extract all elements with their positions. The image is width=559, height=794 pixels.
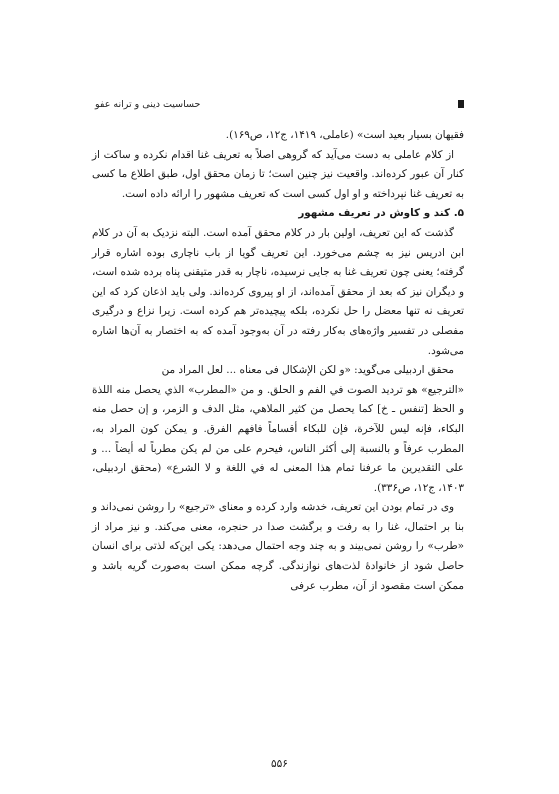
section-heading xyxy=(92,204,464,224)
paragraph-continuation: فقیهان بسیار بعید است» (عاملی، ۱۴۱۹، ج۱۲، ص۱۶۹). xyxy=(225,129,464,141)
paragraph-ardabili-intro: محقق اردبیلی می‌گوید: «و لکن الإشکال فی معناه ... لعل المراد من xyxy=(161,364,454,377)
paragraph-amili-conclusion: از کلام عاملی به دست می‌آید که گروهی اصلاً به تعریف غنا اقدام نکرده و ساکت از کنار آن عبور کرده‌اند. واقعیت نیز چنین است؛ تا زمان محقق اول، طبق اطلاع ما کسی به تعریف غنا نپرداخته و او اول کسی است که تعریف مشهور را ارائه داده است. xyxy=(92,148,464,200)
paragraph-definition-analysis: گذشت که این تعریف، اولین بار در کلام محقق آمده است. البته نزدیک به آن در کلام ابن ادریس نیز به چشم می‌خورد. این تعریف گویا از باب ناچاری بوده اشاره قرار گرفته؛ یعنی چون تعریف غنا به جایی نرسیده، ناچار به قدر متیقنی پناه برده شده است، و دیگران نیز که بعد از محقق آمده‌اند، از او پیروی کرده‌اند. ولی باید اذعان کرد که این تعریف نه تنها معضل را حل نکرده، بلکه پیچیده‌تر هم کرده است. زیرا نزاع و درگیری مفصلی در تفسیر واژه‌های به‌کار رفته در آن به‌وجود آمده که به اختصار به آن‌ها اشاره می‌شود. xyxy=(92,226,464,357)
section-title: کند و کاوش در تعریف مشهور xyxy=(298,207,451,220)
running-header xyxy=(95,96,464,112)
arabic-quotation: «الترجیع» هو ترديد الصوت في الفم و الحلق. و من «المطرب» الذي يحصل منه اللذة و الحظ [تنفس ـ خ] كما يحصل من كثير الملاهي، مثل الدف و الزمر، و إن حصل منه البكاء، فإنه ليس للآخرة، فإن للبكاء أقساماً فافهم الفرق. و يمكن كون المراد به، المطرب عرفاً و بالنسبة إلى أكثر الناس، فيحرم على من لم يكن مطرباً له أيضاً ... و على التقديرين ما عرفنا تمام هذا المعنى له في اللغة و لا الشرع» (محقق اردبیلی، ۱۴۰۳، ج۱۲، ص۳۳۶). xyxy=(92,383,464,494)
main-text xyxy=(92,126,464,596)
section-number: ۵. xyxy=(453,207,464,220)
running-header-title: حساسیت دینی و ترانه عفو xyxy=(95,98,201,110)
header-bullet-mark xyxy=(458,100,464,108)
paragraph-closing: وی در تمام بودن این تعریف، خدشه وارد کرده و معنای «ترجیع» را روشن نمی‌داند و بنا بر احتمال، غنا را به رفت و برگشت صدا در حنجره، معنی می‌کند. و نیز مراد از «طرب» را روشن نمی‌بیند و به چند وجه احتمال می‌دهد: یکی این‌که لذتی برای انسان حاصل شود از خانوادهٔ لذت‌های نوازندگی. گرچه ممکن است به‌صورت گریه باشد و ممکن است مقصود از آن، مطرب عرفی xyxy=(92,501,464,592)
page-number: ۵۵۶ xyxy=(271,758,288,770)
